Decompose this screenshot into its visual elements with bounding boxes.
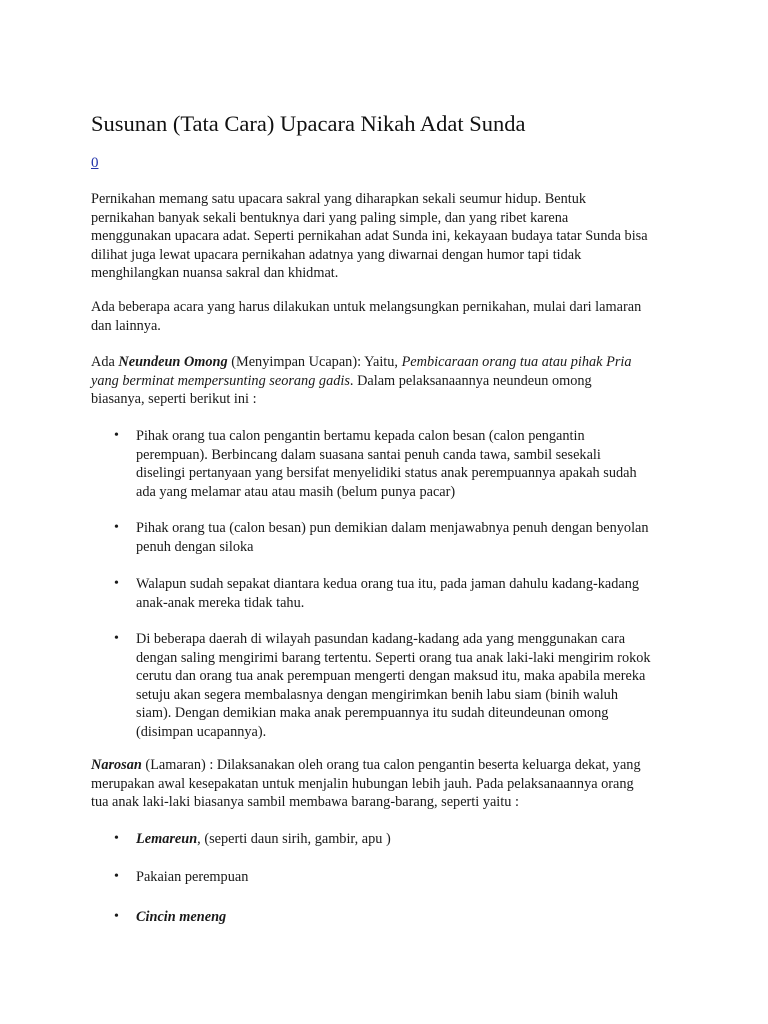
bullet-icon: •: [114, 520, 119, 535]
neundeun-omong-paragraph: [91, 353, 691, 409]
text-line: (disimpan ucapannya).: [136, 723, 267, 740]
term-narosan: Narosan: [91, 757, 142, 773]
intro-paragraph: [91, 190, 691, 283]
text-line: Ada beberapa acara yang harus dilakukan untuk melangsungkan pernikahan, mulai dari lamaran: [91, 299, 642, 315]
text-line: tua anak laki-laki biasanya sambil membawa barang-barang, seperti yaitu :: [91, 794, 519, 810]
text-line: Walapun sudah sepakat diantara kedua orang tua itu, pada jaman dahulu kadang-kadang: [136, 576, 640, 592]
text-line: dengan saling mengirimi barang tertentu. Seperti orang tua anak laki-laki mengirim rokok: [136, 649, 651, 666]
list-item: [114, 575, 688, 612]
term-cincin-meneng: Cincin meneng: [136, 909, 227, 925]
text-line: biasanya, seperti berikut ini :: [91, 391, 257, 407]
text-line: dan lainnya.: [91, 317, 161, 334]
acara-paragraph: [91, 298, 691, 335]
text-fragment: . Dalam pelaksanaannya neundeun omong: [349, 372, 592, 389]
text-line: perempuan). Berbincang dalam suasana santai penuh canda tawa, sambil sesekali: [136, 446, 601, 463]
text-line: Pihak orang tua (calon besan) pun demikian dalam menjawabnya penuh dengan benyolan: [136, 520, 649, 536]
bullet-icon: •: [114, 631, 119, 646]
text-line: setuju akan segera membalasnya dengan mengirimkan benih labu siam (binih waluh: [136, 686, 618, 703]
list-item: [114, 519, 688, 556]
term-lemareun: Lemareun: [136, 831, 198, 847]
narosan-paragraph: [91, 756, 691, 812]
text-fragment: Ada: [91, 354, 119, 370]
text-fragment: , (seperti daun sirih, gambir, apu ): [197, 831, 391, 847]
bullet-icon: •: [114, 428, 119, 443]
text-line: siam). Dengan demikian maka anak perempuannya itu sudah diteundeunan omong: [136, 705, 609, 721]
text-line: ada yang melamar atau atau masih (belum punya pacar): [136, 483, 456, 500]
bullet-icon: •: [114, 909, 119, 924]
text-line: cerutu dan orang tua anak perempuan mengerti dengan maksud itu, maka apabila mereka: [136, 668, 646, 684]
list-item: [114, 830, 688, 849]
text-line: Pakaian perempuan: [136, 869, 249, 885]
list-item: [114, 908, 688, 927]
term-neundeun-omong: Neundeun Omong: [118, 354, 228, 370]
comment-count-link[interactable]: 0: [91, 155, 99, 171]
bullet-icon: •: [114, 576, 119, 591]
emphasis-text: Pembicaraan orang tua atau pihak Pria: [401, 354, 632, 370]
text-line: merupakan awal kesepakatan untuk menjalin hubungan lebih jauh. Pada pelaksanaannya orang: [91, 775, 634, 792]
bullet-icon: •: [114, 831, 119, 846]
text-line: anak-anak mereka tidak tahu.: [136, 594, 305, 611]
text-line: Pihak orang tua calon pengantin bertamu kepada calon besan (calon pengantin: [136, 428, 585, 444]
article-title: Susunan (Tata Cara) Upacara Nikah Adat Sunda: [91, 111, 526, 136]
text-line: menghilangkan nuansa sakral dan khidmat.: [91, 265, 339, 281]
bullet-icon: •: [114, 869, 119, 884]
text-line: Pernikahan memang satu upacara sakral yang diharapkan sekali seumur hidup. Bentuk: [91, 191, 587, 207]
text-line: Di beberapa daerah di wilayah pasundan kadang-kadang ada yang menggunakan cara: [136, 631, 626, 647]
list-item: [114, 868, 688, 887]
text-line: penuh dengan siloka: [136, 538, 254, 555]
list-item: [114, 427, 688, 501]
text-fragment: (Lamaran) : Dilaksanakan oleh orang tua calon pengantin beserta keluarga dekat, yang: [141, 757, 641, 773]
text-line: diselingi pertanyaan yang bersifat menyelidiki status anak perempuannya apakah sudah: [136, 465, 637, 481]
text-line: pernikahan banyak sekali bentuknya dari yang paling simple, dan yang ribet karena: [91, 209, 569, 226]
text-line: menggunakan upacara adat. Seperti pernikahan adat Sunda ini, kekayaan budaya tatar Sunda bisa: [91, 228, 648, 244]
text-fragment: (Menyimpan Ucapan): Yaitu,: [227, 354, 402, 370]
emphasis-text: yang berminat mempersunting seorang gadis: [91, 372, 350, 389]
list-item: [114, 630, 688, 741]
text-line: dilihat juga lewat upacara pernikahan adatnya yang diwarnai dengan humor tapi tidak: [91, 246, 582, 263]
